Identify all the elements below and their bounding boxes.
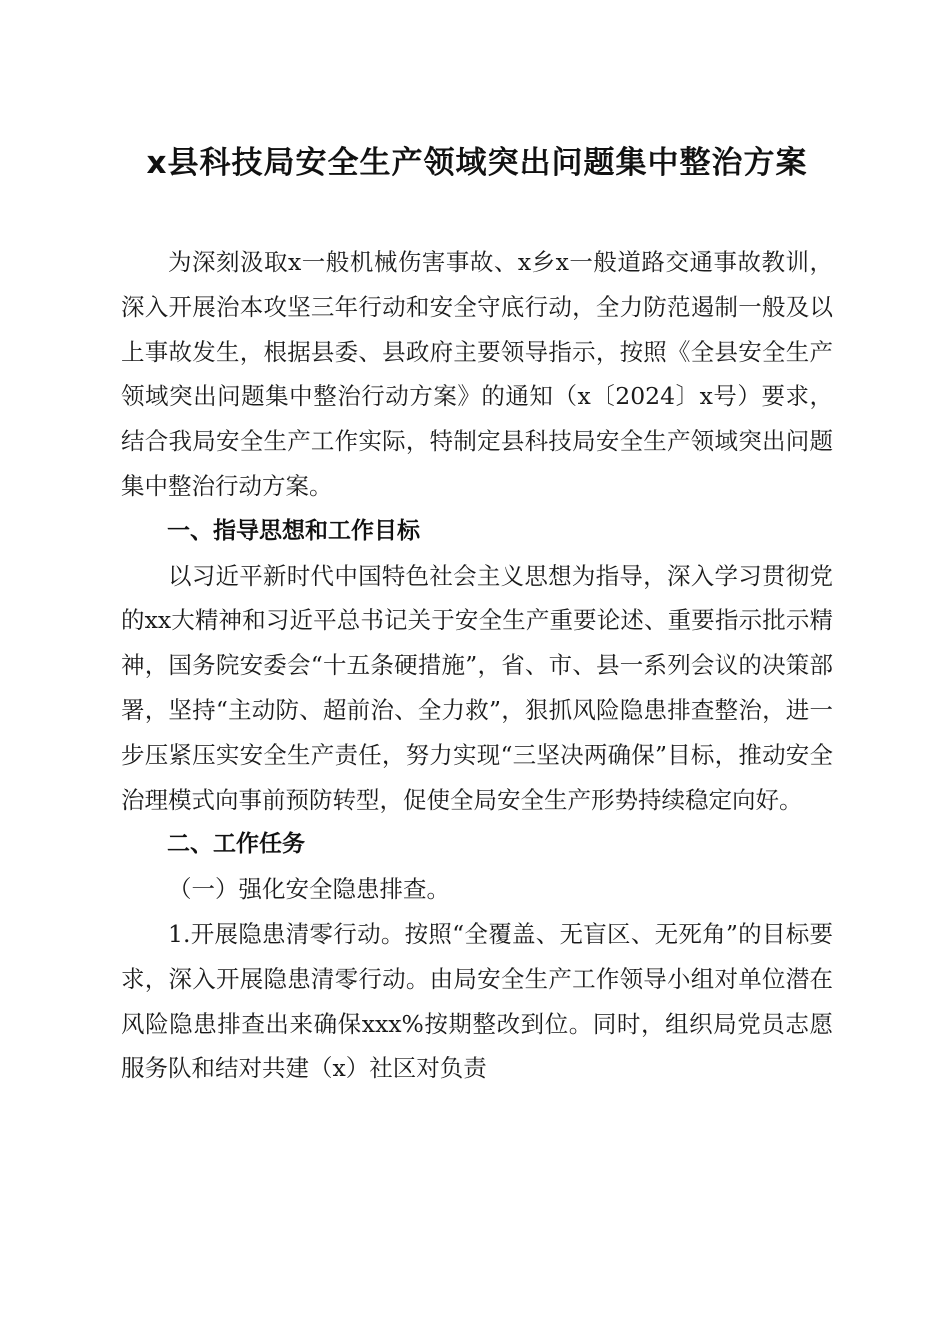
section-1-heading: 一、指导思想和工作目标	[167, 517, 420, 544]
section-2-subheading: （一）强化安全隐患排查。	[168, 875, 450, 904]
intro-paragraph: 为深刻汲取x一般机械伤害事故、x乡x一般道路交通事故教训，深入开展治本攻坚三年行动和安全守底行动，全力防范遏制一般及以上事故发生，根据县委、县政府主要领导指示，按照《全县安全生产领域突出问题集中整治行动方案》的通知（x〔2024〕x号）要求，结合我局安全生产工作实际，特制定县科技局安全生产领域突出问题集中整治行动方案。	[121, 248, 833, 500]
document-title: x县科技局安全生产领域突出问题集中整治方案	[146, 145, 808, 181]
section-1-paragraph: 以习近平新时代中国特色社会主义思想为指导，深入学习贯彻党的xx大精神和习近平总书记关于安全生产重要论述、重要指示批示精神，国务院安委会“十五条硬措施”，省、市、县一系列会议的决策部署，坚持“主动防、超前治、全力救”，狠抓风险隐患排查整治，进一步压紧压实安全生产责任，努力实现“三坚决两确保”目标，推动安全治理模式向事前预防转型，促使全局安全生产形势持续稳定向好。	[121, 561, 833, 814]
document-page	[121, 140, 833, 1091]
section-2-heading: 二、工作任务	[167, 831, 305, 858]
section-2-item-1: 1.开展隐患清零行动。按照“全覆盖、无盲区、无死角”的目标要求，深入开展隐患清零行动。由局安全生产工作领导小组对单位潜在风险隐患排查出来确保xxx%按期整改到位。同时，组织局党员志愿服务队和结对共建（x）社区对负责	[121, 919, 833, 1083]
